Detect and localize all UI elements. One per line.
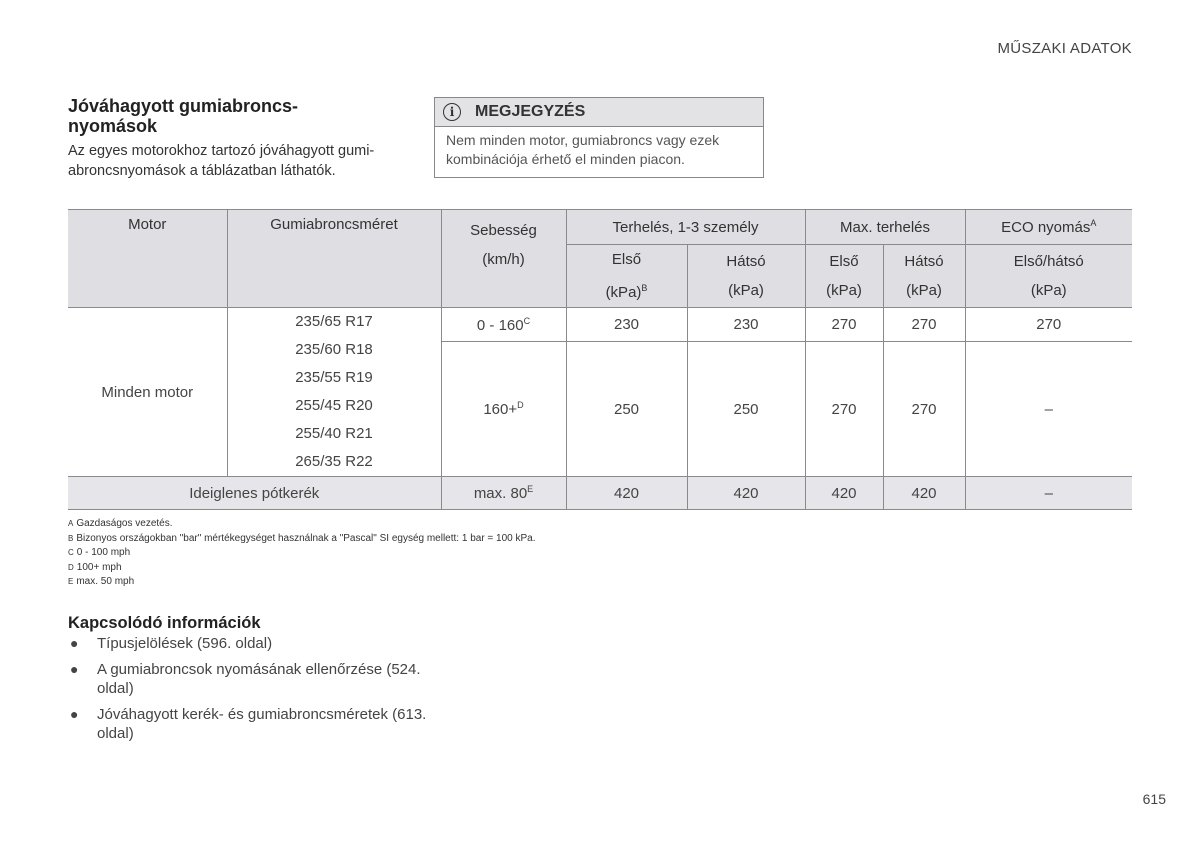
related-info-title: Kapcsolódó információk xyxy=(68,614,261,632)
max-front-label: Első xyxy=(829,253,859,270)
spare-wheel-row xyxy=(68,477,1132,510)
speed-cell: $0 - 160^C$ xyxy=(441,308,566,342)
load-front-label: Első xyxy=(611,251,642,268)
eco-header-label: ECO nyomás xyxy=(1001,219,1091,236)
footnote-item: D 100+ mph xyxy=(68,561,122,573)
bullet-icon: ● xyxy=(70,635,79,651)
related-info-list xyxy=(68,634,428,750)
note-body: Nem minden motor, gumiabroncs vagy ezek kombinációja érhető el minden piacon. xyxy=(446,132,720,167)
load-rear-cell: 230 xyxy=(687,308,805,342)
speed-cell: 160+$^D$ xyxy=(441,342,566,477)
max-rear-unit: (kPa) xyxy=(906,282,942,299)
load-rear-cell: 420 xyxy=(687,477,805,510)
tire-size-item: 235/65 R17 xyxy=(295,313,373,330)
spare-label-cell: Ideiglenes pótkerék xyxy=(68,477,441,510)
section-title: Jóváhagyott gumiabroncs-nyomások xyxy=(68,96,299,136)
note-header xyxy=(435,98,763,127)
tire-size-item: 255/45 R20 xyxy=(295,397,373,414)
col-max-load-header: Max. terhelés xyxy=(805,210,965,245)
load-front-header xyxy=(566,245,687,308)
col-tire-size-header: Gumiabroncsméret xyxy=(227,210,441,308)
col-motor-header: Motor xyxy=(68,210,227,308)
tire-size-item: 235/60 R18 xyxy=(295,341,373,358)
max-rear-cell: 270 xyxy=(883,308,965,342)
tire-pressure-table xyxy=(68,209,1132,510)
related-link[interactable]: ● A gumiabroncsok nyomásának ellenőrzése (524. oldal) xyxy=(70,661,421,697)
speed-header-label: Sebesség xyxy=(470,222,537,239)
section-header: MŰSZAKI ADATOK xyxy=(997,40,1132,57)
tire-size-item: 265/35 R22 xyxy=(295,453,373,470)
footnote-ref-c: C xyxy=(523,315,531,326)
col-load-header: Terhelés, 1-3 személy xyxy=(566,210,805,245)
max-rear-label: Hátsó xyxy=(904,253,944,270)
eco-cell: – xyxy=(965,342,1132,477)
table-row xyxy=(68,308,1132,342)
footnotes xyxy=(68,517,536,590)
intro-text: Az egyes motorokhoz tartozó jóváhagyott gumi-abroncsnyomások a táblázatban láthatók. xyxy=(68,143,375,179)
load-rear-unit: (kPa) xyxy=(728,282,764,299)
load-front-cell: 230 xyxy=(566,308,687,342)
max-front-cell: 420 xyxy=(805,477,883,510)
note-box xyxy=(434,97,764,178)
related-link[interactable]: ● Típusjelölések (596. oldal) xyxy=(70,635,273,652)
tire-size-item: 255/40 R21 xyxy=(295,425,373,442)
max-rear-cell: 420 xyxy=(883,477,965,510)
max-front-cell: 270 xyxy=(805,308,883,342)
info-icon: i xyxy=(443,103,461,121)
footnote-item: A Gazdaságos vezetés. xyxy=(68,518,173,529)
eco-front-rear-label: Első/hátsó xyxy=(1013,253,1084,270)
tire-sizes-cell xyxy=(227,308,441,477)
footnote-ref-a: A xyxy=(1090,218,1097,228)
eco-cell: – xyxy=(965,477,1132,510)
max-front-cell: 270 xyxy=(805,342,883,477)
col-speed-header xyxy=(441,210,566,308)
max-rear-header xyxy=(883,245,965,308)
load-front-cell: 250 xyxy=(566,342,687,477)
eco-front-rear-header xyxy=(965,245,1132,308)
col-eco-header xyxy=(965,210,1132,245)
load-rear-cell: 250 xyxy=(687,342,805,477)
bullet-icon: ● xyxy=(70,661,79,677)
max-rear-cell: 270 xyxy=(883,342,965,477)
footnote-ref-e: E xyxy=(527,484,534,494)
bullet-icon: ● xyxy=(70,706,79,722)
footnote-item: E max. 50 mph xyxy=(68,576,135,587)
eco-cell: 270 xyxy=(965,308,1132,342)
footnote-item: C 0 - 100 mph xyxy=(68,547,131,558)
max-front-header xyxy=(805,245,883,308)
footnote-item: B Bizonyos országokban "bar" mértékegységet használnak a "Pascal" SI egység mellett: 1 bar = 100 kPa. xyxy=(68,532,536,544)
load-front-cell: 420 xyxy=(566,477,687,510)
note-title: MEGJEGYZÉS xyxy=(475,103,586,120)
tire-size-item: 235/55 R19 xyxy=(295,369,373,386)
footnote-ref-d: D xyxy=(517,400,524,411)
header-row xyxy=(68,210,1132,245)
speed-cell: max. $80^E$ xyxy=(441,477,566,510)
motor-cell: Minden motor xyxy=(68,308,227,477)
page-number: 615 xyxy=(1142,791,1166,807)
eco-unit: (kPa) xyxy=(1030,282,1067,299)
load-front-unit: (kPa)$^B$ xyxy=(605,283,648,301)
speed-header-unit: (km/h) xyxy=(482,251,525,268)
load-rear-header xyxy=(687,245,805,308)
related-link[interactable]: ● Jóváhagyott kerék- és gumiabroncsméretek (613. oldal) xyxy=(70,706,427,742)
load-rear-label: Hátsó xyxy=(726,253,766,270)
footnote-ref-b: B xyxy=(641,283,648,293)
max-front-unit: (kPa) xyxy=(826,282,862,299)
